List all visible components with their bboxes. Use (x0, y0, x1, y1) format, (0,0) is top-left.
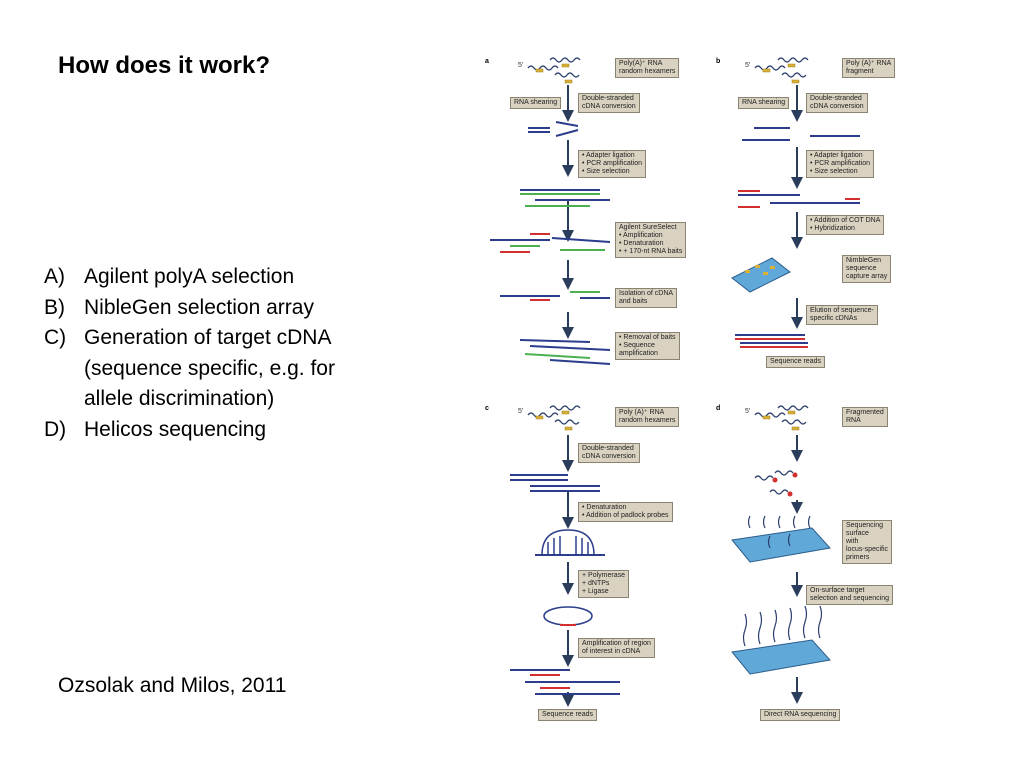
panel-b-step-5: • Addition of COT DNA • Hybridization (806, 215, 884, 235)
panel-a-step-3: Double-stranded cDNA conversion (578, 93, 640, 113)
panel-c-step-6: Sequence reads (538, 709, 597, 721)
panel-d-step-2: Sequencing surface with locus-specific primers (842, 520, 892, 564)
citation: Ozsolak and Milos, 2011 (58, 674, 287, 697)
panel-a-step-4: • Adapter ligation • PCR amplification • Size selection (578, 150, 646, 178)
panel-b-step-8: Sequence reads (766, 356, 825, 368)
five-prime-label: 5′ (518, 62, 524, 69)
panel-c-label: c (485, 405, 489, 412)
panel-b-step-6: NimbleGen sequence capture array (842, 255, 891, 283)
bullet-item-a: A) Agilent polyA selection (44, 265, 295, 288)
panel-a-step-7: • Removal of baits • Sequence amplification (615, 332, 680, 360)
figure (470, 50, 910, 730)
panel-d-step-3: On-surface target selection and sequencing (806, 585, 893, 605)
panel-c-step-1: Poly (A)⁺ RNA random hexamers (615, 407, 679, 427)
panel-b-step-2: RNA shearing (738, 97, 789, 109)
page-title: How does it work? (58, 52, 271, 79)
panel-a-step-6: Isolation of cDNA and baits (615, 288, 677, 308)
bullet-list (44, 262, 374, 445)
panel-d-label: d (716, 405, 721, 412)
panel-c-step-4: + Polymerase + dNTPs + Ligase (578, 570, 629, 598)
five-prime-label: 5′ (518, 408, 524, 415)
panel-b-step-3: Double-stranded cDNA conversion (806, 93, 868, 113)
panel-d-step-4: Direct RNA sequencing (760, 709, 840, 721)
panel-a-step-1: Poly(A)⁺ RNA random hexamers (615, 58, 679, 78)
panel-d-step-1: Fragmented RNA (842, 407, 888, 427)
capture-array (732, 258, 790, 292)
panel-a-step-5: Agilent SureSelect • Amplification • Denaturation • + 170-nt RNA baits (615, 222, 686, 258)
five-prime-label: 5′ (745, 408, 751, 415)
panel-c-step-2: Double-stranded cDNA conversion (578, 443, 640, 463)
panel-b-step-4: • Adapter ligation • PCR amplification • Size selection (806, 150, 874, 178)
five-prime-label: 5′ (745, 62, 751, 69)
bullet-item-d: D) Helicos sequencing (44, 417, 267, 441)
panel-b-step-1: Poly (A)⁺ RNA fragment (842, 58, 895, 78)
sequencing-surface-2 (732, 606, 830, 674)
panel-b-step-7: Elution of sequence- specific cDNAs (806, 305, 878, 325)
panel-a-step-2: RNA shearing (510, 97, 561, 109)
sequencing-surface-1 (732, 516, 830, 562)
bullet-item-c: C) Generation of target cDNA (sequence specific, e.g. for allele discrimination) (44, 326, 335, 410)
panel-a-label: a (485, 58, 489, 65)
panel-b-label: b (716, 58, 721, 65)
bullet-item-b: B) NibleGen selection array (44, 295, 314, 319)
panel-c-step-5: Amplification of region of interest in cDNA (578, 638, 655, 658)
panel-c-step-3: • Denaturation • Addition of padlock probes (578, 502, 673, 522)
